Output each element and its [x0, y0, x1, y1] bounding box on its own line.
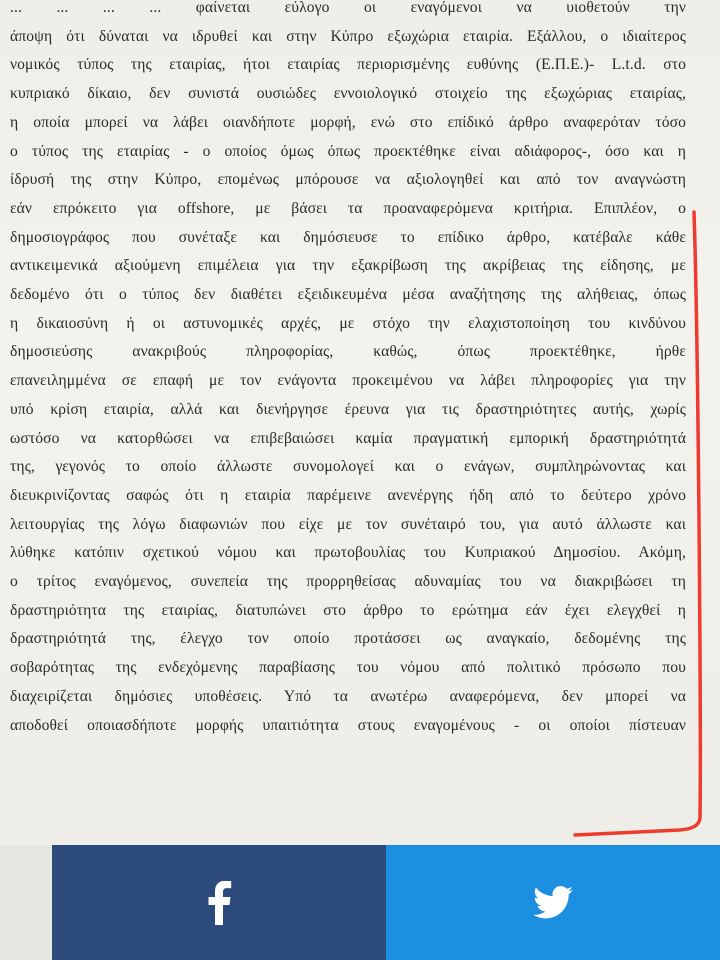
text-line: κυπριακό δίκαιο, δεν συνιστά ουσιώδες εννοιολογικό στοιχείο της εξωχώριας εταιρίας, [10, 85, 686, 103]
text-line: διαχειρίζεται δημόσιες υποθέσεις. Υπό τα ανωτέρω αναφερόμενα, δεν μπορεί να [10, 687, 686, 705]
text-line: διευκρινίζοντας σαφώς ότι η εταιρία παρέμεινε ανενέργης ήδη από το δεύτερο χρόνο [10, 486, 686, 504]
text-line: σοβαρότητας της ενδεχόμενης παραβίασης του νόμου από πολιτικό πρόσωπο που [10, 659, 686, 677]
text-line: ωστόσο να κατορθώσει να επιβεβαιώσει καμία πραγματική εμπορική δραστηριότητά [10, 429, 686, 447]
text-line: επανειλημμένα σε επαφή με τον ενάγοντα προκειμένου να λάβει πληροφορίες για την [10, 372, 686, 390]
share-bar-edge [0, 845, 52, 960]
text-line: αντικειμενικά αξιούμενη επιμέλεια για την εξακρίβωση της ακρίβειας της είδησης, με [10, 257, 686, 275]
text-line: λύθηκε κατόπιν σχετικού νόμου και πρωτοβουλίας του Κυπριακού Δημοσίου. Ακόμη, [10, 544, 686, 562]
text-line: δημοσιογράφος που συνέταξε και δημόσιευσε το επίδικο άρθρο, κατέβαλε κάθε [10, 228, 686, 246]
text-line: λειτουργίας της λόγω διαφωνιών που είχε με τον συνέταιρό του, για αυτό άλλωστε και [10, 515, 686, 533]
text-line: δραστηριότητά της, έλεγχο τον οποίο προτάσσει ως αναγκαίο, δεδομένης της [10, 630, 686, 648]
facebook-icon [205, 881, 233, 925]
text-line: υπό κρίση εταιρία, αλλά και διενήργησε έρευνα για τις δραστηριότητες αυτής, χωρίς [10, 400, 686, 418]
text-line: εάν επρόκειτο για offshore, με βάσει τα προαναφερόμενα κριτήρια. Επιπλέον, ο [10, 199, 686, 217]
facebook-share-button[interactable] [52, 845, 386, 960]
text-line: δραστηριότητα της εταιρίας, διατυπώνει στο άρθρο το ερώτημα εάν έχει ελεγχθεί η [10, 601, 686, 619]
text-line: ... ... ... ... φαίνεται εύλογο οι εναγόμενοι να υιοθετούν την [10, 0, 686, 16]
share-bar [0, 845, 720, 960]
text-line: η οποία μπορεί να λάβει οιανδήποτε μορφή, ενώ στο επίδικό άρθρο αναφερόταν τόσο [10, 113, 686, 131]
text-line: αποδοθεί οποιασδήποτε μορφής υπαιτιότητα στους εναγομένους - οι οποίοι πίστευαν [10, 716, 686, 734]
twitter-icon [533, 886, 573, 919]
text-line: άποψη ότι δύναται να ιδρυθεί και στην Κύπρο εξωχώρια εταιρία. Εξάλλου, ο ιδιαίτερος [10, 27, 686, 45]
text-line: ο τύπος της εταιρίας - ο οποίος όμως όπως προεκτέθηκε είναι αδιάφορος-, όσο και η [10, 142, 686, 160]
twitter-share-button[interactable] [386, 845, 720, 960]
text-line: ο τρίτος εναγόμενος, συνεπεία της προρρηθείσας αδυναμίας του να διακριβώσει τη [10, 573, 686, 591]
text-line: της, γεγονός το οποίο άλλωστε συνομολογεί και ο ενάγων, συμπληρώνοντας και [10, 458, 686, 476]
document-text [10, 0, 686, 740]
text-line: νομικός τύπος της εταιρίας, ήτοι εταιρίας περιορισμένης ευθύνης (Ε.Π.Ε.)- L.t.d. στο [10, 56, 686, 74]
text-line: η δικαιοσύνη ή οι αστυνομικές αρχές, με στόχο την ελαχιστοποίηση του κινδύνου [10, 314, 686, 332]
text-line: δεδομένο ότι ο τύπος δεν διαθέτει εξειδικευμένα μέσα αναζήτησης της αλήθειας, όπως [10, 286, 686, 304]
text-line: ίδρυσή της στην Κύπρο, επομένως μπόρουσε να αξιολογηθεί και από τον αναγνώστη [10, 171, 686, 189]
text-line: δημοσιεύσης ανακριβούς πληροφορίας, καθώς, όπως προεκτέθηκε, ήρθε [10, 343, 686, 361]
